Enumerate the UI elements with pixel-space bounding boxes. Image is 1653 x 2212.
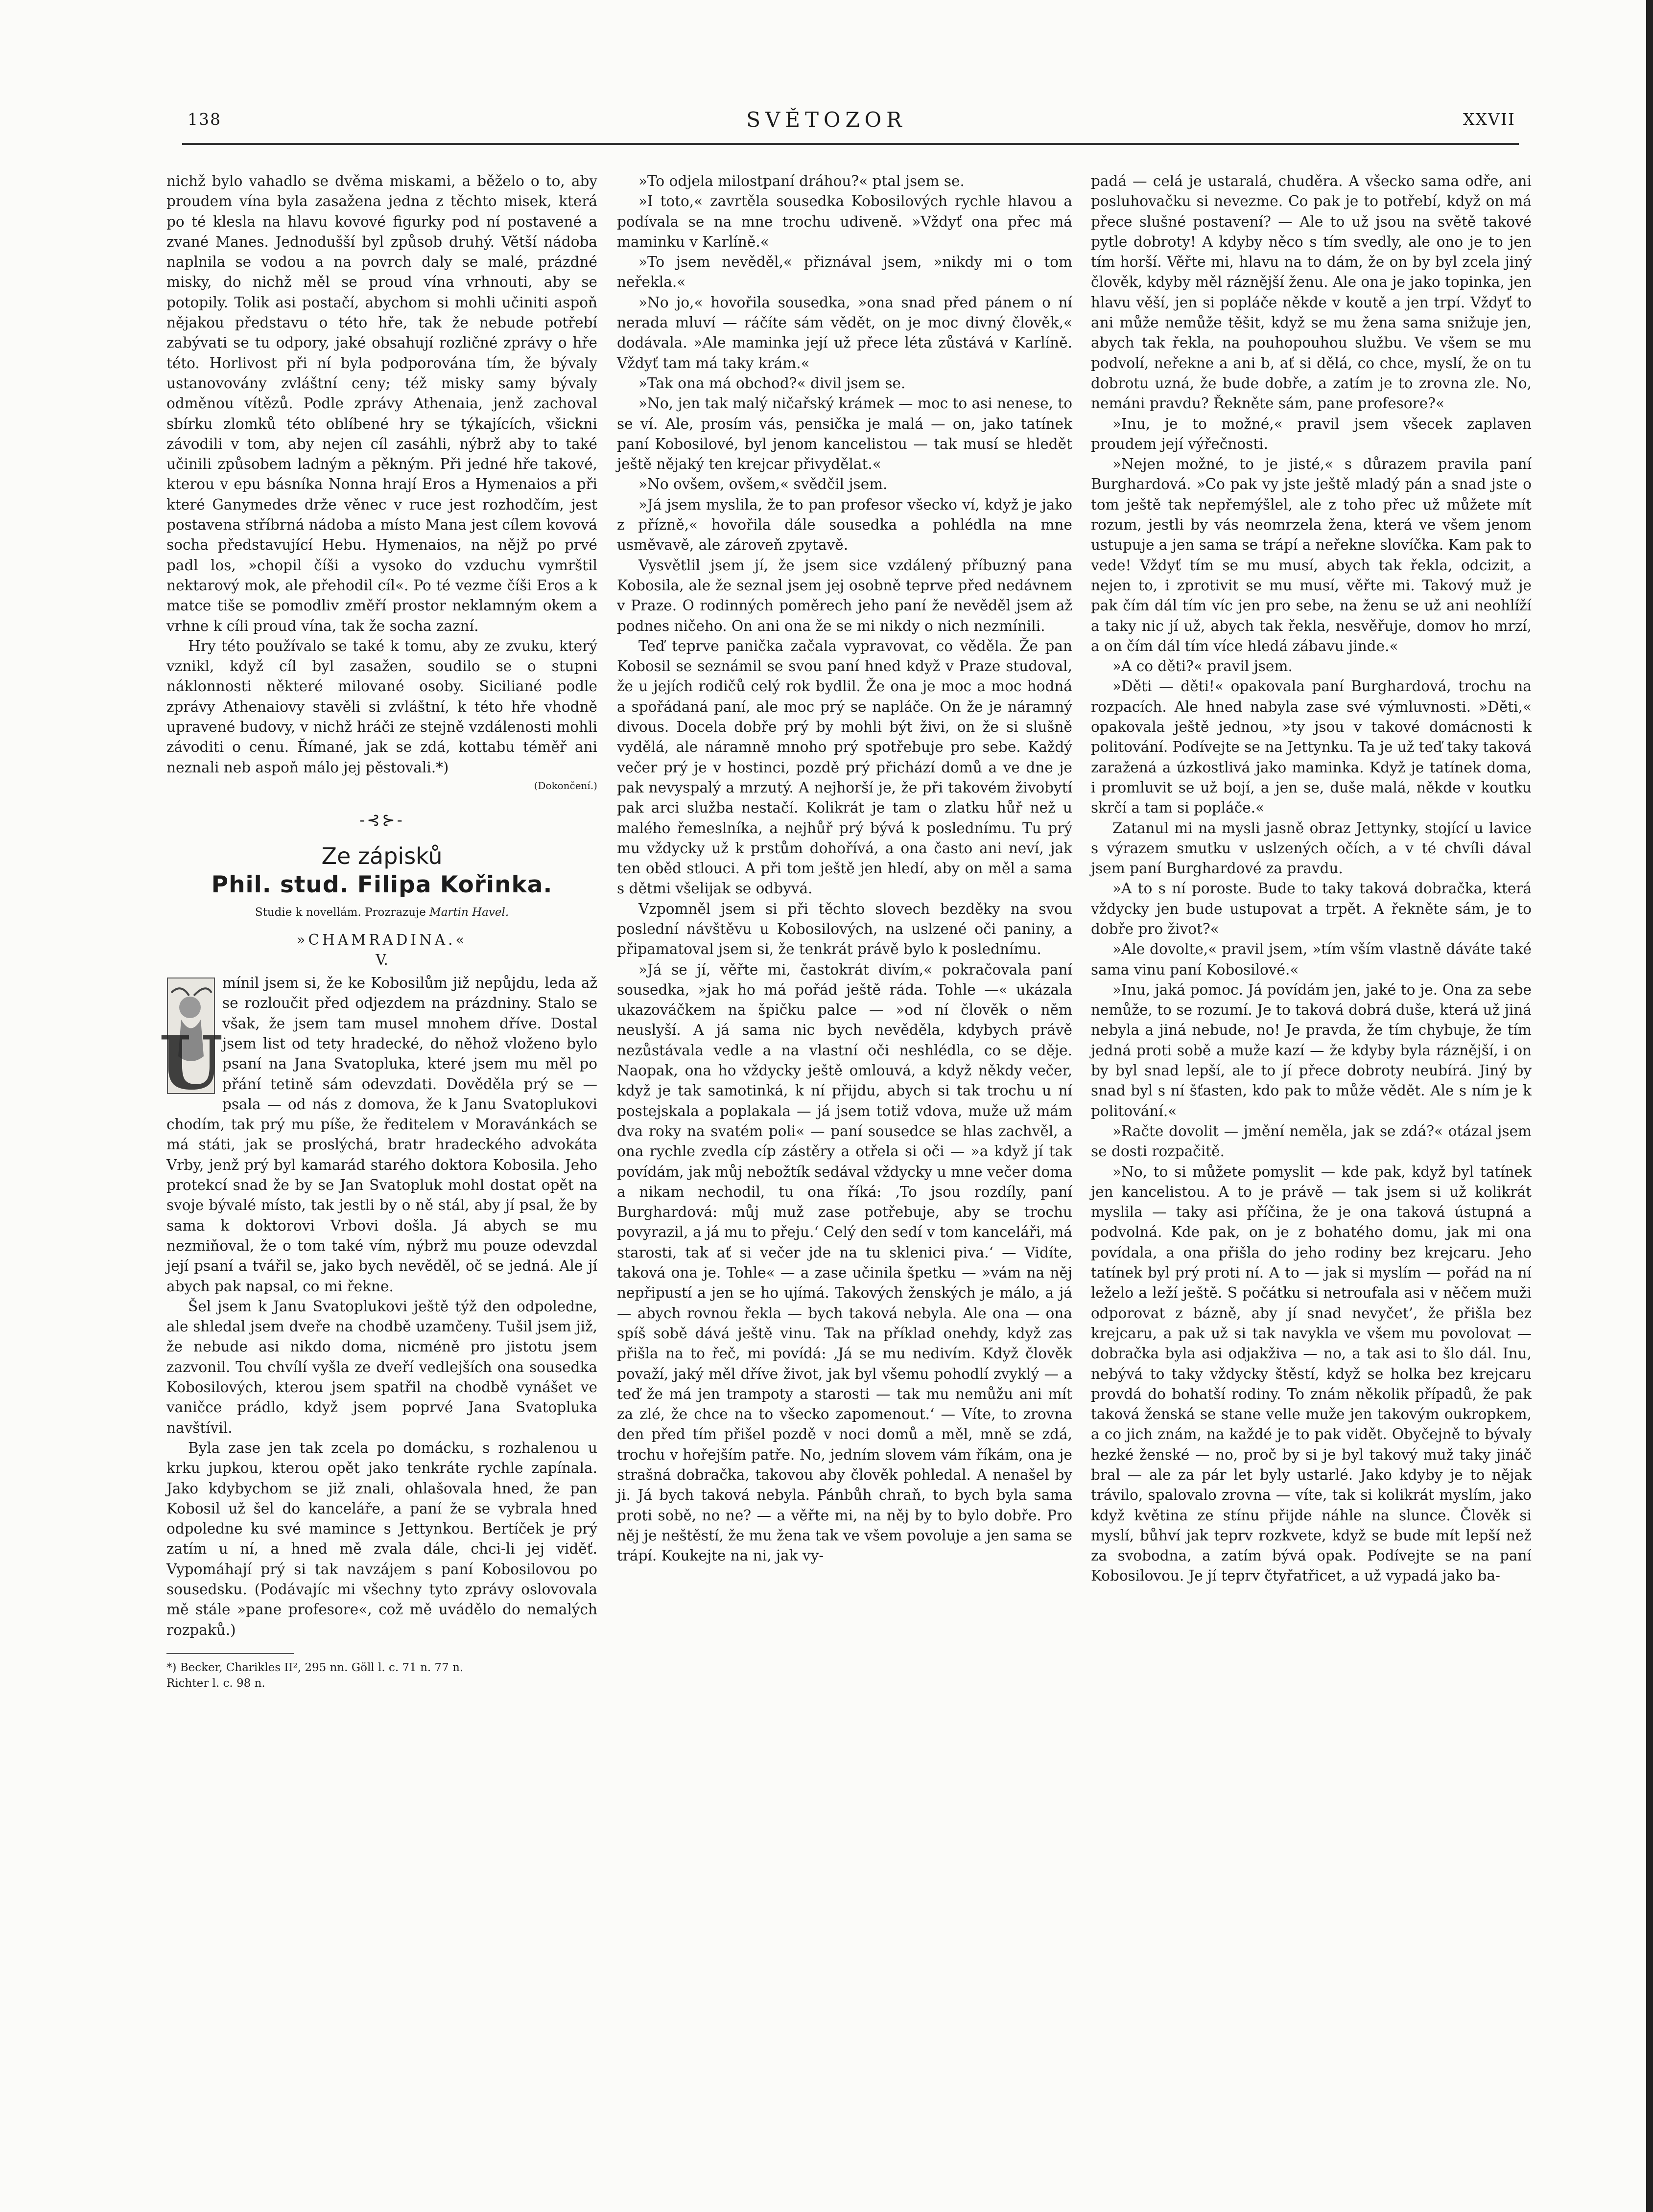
paragraph: padá — celá je ustaralá, chuděra. A všecko sama odře, ani posluhovačku si nevezme. Co pak je to potřebí, když on má přece slušné postavení? — Ale to už jsou na světě takové pytle dobroty! A kdyby něco s tím svedly, ale ono je to jen tím horší. Věřte mi, hlavu na to dám, že on by byl zcela jiný člověk, kdyby měl ráznější ženu. Ale ona je jako topinka, jen hlavu věší, jen si popláče někde v koutě a jen trpí. Vždyť to ani může nemůže těšit, když se mu žena sama snižuje jen, abych tak řekla, na pouhopouhou službu. Ve všem se mu podvolí, neřekne a ani b, ať si dělá, co chce, myslí, že on tu dobrotu uzná, že bude dobře, a zatím je to zrovna zle. No, nemáni pravdu? Řekněte sám, pane profesore?« [1091, 173, 1532, 412]
paragraph: »No, jen tak malý ničařský krámek — moc to asi nenese, to se ví. Ale, prosím vás, pensička je malá — on, jako tatínek paní Kobosilové, byl jenom kancelistou — tak musí se hledět ještě nějaký ten krejcar přivydělat.« [617, 395, 1072, 473]
page-header [0, 108, 1653, 137]
paragraph: Byla zase jen tak zcela po domácku, s rozhalenou u krku jupkou, kterou opět jako tenkráte rychle zapínala. Jako kdybychom se již znali, ohlašovala hned, že pan Kobosil už šel do kanceláře, a paní že se vybrala hned odpoledne ku své mamince s Jettynkou. Bertíček je prý zatím u ní, a hned mě zvala dále, chci-li jej viděť. Vypomáhají prý si tak navzájem s paní Kobosilovou po sousedsku. (Podávajíc mi všechny tyto zprávy oslovovala mě stále »pane profesore«, což mě uvádělo do nemalých rozpaků.) [166, 1439, 597, 1638]
drop-cap-initial [159, 973, 223, 1107]
paragraph: Vysvětlil jsem jí, že jsem sice vzdálený příbuzný pana Kobosila, ale že seznal jsem jej osobně teprve před nedávnem v Praze. O rodinných poměrech jeho paní že nevěděl jsem až podnes ničeho. On ani ona že se mi nikdy o nich nezmínili. [617, 557, 1072, 634]
ornament-divider: -⊰⊱- [359, 810, 404, 829]
paragraph: »No ovšem, ovšem,« svědčil jsem. [638, 476, 888, 493]
chapter-number: V. [376, 951, 388, 968]
story-title: Ze zápisků [321, 843, 443, 870]
paragraph: »To odjela milostpaní dráhou?« ptal jsem se. [638, 173, 965, 189]
paragraph: »A co děti?« pravil jsem. [1112, 658, 1293, 675]
paragraph: »Nejen možné, to je jisté,« s důrazem pravila paní Burghardová. »Co pak vy jste ještě mladý pán a snad jste o tom ještě tak nepřemýšlel, ale z toho přec už můžete mít rozum, jestli by vás neomrzela žena, která ve všem jenom ustupuje a jen sama se trápí a neřekne slovíčka. Kam pak to vede! Vždyť tím se mu musí, abych tak řekla, odcizit, a nejen to, i zprotivit se mu musí, věřte mi. Takový muž je pak čím dál tím víc jen pro sebe, na ženu se už ani neohlíží a taky nic jí už, abych tak řekla, nesvěřuje, domov ho mrzí, a on čím dál tím více hledá zábavu jinde.« [1091, 456, 1532, 654]
paragraph: »Inu, jaká pomoc. Já povídám jen, jaké to je. Ona za sebe nemůže, to se rozumí. Je to taková dobrá duše, která už jiná nebyla a jiná nebude, no! Je pravda, že tím chybuje, že tím jedná proti sobě a muže kazí — že kdyby byla ráznější, i on by byl snad lepší, ale to jí přece dobroty neubírá. Jiný by snad byl s ní šťasten, kdo pak to může vědět. Ale s ním je k politování.« [1091, 981, 1532, 1119]
paragraph: Teď teprve panička začala vypravovat, co věděla. Že pan Kobosil se seznámil se svou paní hned když v Praze studoval, že u jejích rodičů celý rok bydlil. Že ona je moc a moc hodná a spořádaná paní, ale moc prý se napláče. On že je náramný divous. Docela dobře prý by mohli být živi, on že si slušně vydělá, ale náramně mnoho prý spotřebuje pro sebe. Každý večer prý je v hostinci, pozdě prý přichází domů a ve dne je pak nevyspalý a mrzutý. A nejhorší je, že při takovém živobytí pak arci služba nestačí. Kolikrát je tam o zlatku hůř než u malého řemeslníka, a nejhůř prý bývá k poslednímu. Tu prý mu vždycky už k prstům dohořívá, a ona často ani neví, jak ten oběd stlouci. A při tom ještě jen hledí, aby on měl a sama s dětmi všelijak se odbyvá. [617, 637, 1072, 897]
magazine-title: SVĚTOZOR [746, 108, 907, 132]
paragraph: »Tak ona má obchod?« divil jsem se. [638, 374, 906, 392]
paragraph: »No jo,« hovořila sousedka, »ona snad před pánem o ní nerada mluví — ráčíte sám vědět, on je moc divný člověk,« dodávala. »Ale maminka její už přece léta zůstává v Karlíně. Vždyť tam má taky krám.« [617, 294, 1072, 372]
part-title: »CHAMRADINA.« [296, 931, 468, 948]
initial-letter: U [159, 1020, 223, 1107]
page-number: 138 [188, 110, 221, 129]
paragraph: »Já jsem myslila, že to pan profesor všecko ví, když je jako z přízně,« hovořila dále sousedka a pohlédla na mne usměvavě, ale zároveň zpytavě. [617, 496, 1072, 554]
column-1 [159, 171, 597, 1691]
footnote-line: *) Becker, Charikles II², 295 nn. Göll l. c. 71 n. 77 n. [166, 1661, 464, 1674]
paragraph: Hry této používalo se také k tomu, aby ze zvuku, který vznikl, když cíl byl zasažen, soudilo se o stupni náklonnosti některé milované osoby. Siciliané podle zprávy Athenaiovy stavěli si zvláštní, k této hře vhodně upravené budovy, v nichž hráči ze stejně vzdálenosti mohli závoditi o cenu. Římané, jak se zdá, kottabu téměř ani neznali neb aspoň málo jej pěstovali.*) [166, 637, 597, 776]
paragraph: Zatanul mi na mysli jasně obraz Jettynky, stojící u lavice s výrazem smutku v uslzených očích, a v té chvíli dával jsem paní Burghardové za pravdu. [1091, 819, 1532, 877]
paragraph: »Inu, je to možné,« pravil jsem všecek zaplaven proudem její výřečnosti. [1091, 415, 1532, 452]
story-title-line2: Phil. stud. Filipa Kořinka. [211, 871, 553, 899]
paragraph: »Račte dovolit — jmění neměla, jak se zdá?« otázal jsem se dosti rozpačitě. [1091, 1122, 1532, 1160]
author-name: Martin Havel. [429, 906, 509, 919]
paragraph: »Děti — děti!« opakovala paní Burghardová, trochu na rozpacích. Ale hned nabyla zase své výmluvnosti. »Děti,« opakovala ještě jednou, »ty jsou v takové domácnosti k politování. Podívejte se na Jettynku. Ta je už teď taky taková zaražená a úzkostlivá jako maminka. Když je tatínek doma, i promluvit se už bojí, a jen se, duše malá, někde v koutku skrčí a tam si popláče.« [1091, 678, 1532, 816]
paragraph: »I toto,« zavrtěla sousedka Kobosilových rychle hlavou a podívala se na mne trochu udiveně. »Vždyť ona přec má maminku v Karlíně.« [617, 193, 1072, 250]
continuation-note: (Dokončení.) [534, 779, 597, 792]
volume-number: XXVII [1463, 110, 1515, 129]
story-subtitle [166, 903, 597, 923]
paragraph: »No, to si můžete pomyslit — kde pak, když byl tatínek jen kancelistou. A to je právě — tak jsem si už kolikrát myslila — taky asi příčina, že je ona taková ústupná a podvolná. Kde pak, on je z bohatého domu, jak mi ona povídala, a ona přišla do jeho rodiny bez krejcaru. Jeho tatínek byl prý proti ní. A to — jak si myslím — pořád na ní leželo a leží ještě. S počátku si netroufala asi v něčem muži odporovat z bázně, aby jí snad nevyčet’, že přišla bez krejcaru, a pak už si tak navykla ve všem mu povolovat — dobračka byla asi odjakživa — no, a tak asi to šlo dál. Inu, nebývá to taky vždycky štěstí, když se holka bez krejcaru provdá do bohatší rodiny. To znám několik případů, že pak taková ženská se stane velle muže jen takovým oukropkem, a co jich znám, na každé je to pak vidět. Obyčejně to bývaly hezké ženské — no, proč by si je byl takový muž taky jináč bral — ale za pár let byly ustarlé. Jako kdyby je to nějak trávilo, spalovalo zrovna — víte, tak si kolikrát myslím, jako když květina ze stínu přijde náhle na slunce. Člověk si myslí, bůhví jak teprv rozkvete, když se bude mít lepší než za svobodna, a zatím bývá opak. Podívejte se na paní Kobosilovou. Je jí teprv čtyřatřicet, a už vypadá jako ba- [1091, 1163, 1532, 1584]
header-rule [182, 143, 1519, 145]
paragraph: »A to s ní poroste. Bude to taky taková dobračka, která vždycky jen bude ustupovat a trpět. A řekněte sám, je to dobře pro život?« [1091, 880, 1532, 937]
footnote [166, 1653, 464, 1691]
paragraph: Šel jsem k Janu Svatoplukovi ještě týž den odpoledne, ale shledal jsem dveře na chodbě uzamčeny. Tušil jsem již, že nebude asi nikdo doma, nicméně pro jistotu jsem zazvonil. Tou chvílí vyšla ze dveří vedlejších ona sousedka Kobosilových, kterou jsem spatřil na chodbě vynášet ve vaničce prádlo, když jsem poprvé Jana Svatopluka navštívil. [166, 1298, 597, 1436]
footnote-line: Richter l. c. 98 n. [166, 1676, 265, 1690]
paragraph: »Ale dovolte,« pravil jsem, »tím vším vlastně dáváte také sama vinu paní Kobosilové.« [1091, 941, 1532, 978]
page-edge-shadow [1646, 0, 1653, 2212]
paragraph: nichž bylo vahadlo se dvěma miskami, a běželo o to, aby proudem vína byla zasažena jedna z těchto misek, která po té klesla na hlavu kovové figurky pod ní postavené a zvané Manes. Jednodušší byl způsob druhý. Větší nádoba naplnila se vodou a na povrch daly se malé, prázdné misky, do nichž měl se proud vína vrhnouti, aby se potopily. Tolik asi postačí, abychom si mohli učiniti aspoň nějakou představu o této hře, tak že nebude potřebí zabývati se tu odpory, jaké obsahují rozličné zprávy o hře této. Horlivost při ní byla podporována tím, že bývaly ustanovovány zvláštní ceny; též misky samy bývaly odměnou vítězů. Podle zprávy Athenaia, jenž zachoval sbírku zlomků této oblíbené hry se týkajících, všickni závodili v tom, aby nejen cíl zasáhli, nýbrž aby to také učinili způsobem ladným a pěkným. Při jedné hře takové, kterou v epu básníka Nonna hrají Eros a Hymenaios a při které Ganymedes drže věnec v ruce jest rozhodčím, jest postavena stříbrná nádoba a místo Mana jest cílem kovová socha představující Hebu. Hymenaios, na nějž po prvé padl los, »chopil číši a vysoko do vzduchu vymrštil nektarový mok, ale přehodil cíl«. Po té vezme číši Eros a k matce tiše se pomodliv změří prostor neklamným okem a vrhne k cíli proud vína, tak že socha zazní. [166, 173, 597, 634]
paragraph: mínil jsem si, že ke Kobosilům již nepůjdu, leda až se rozloučit před odjezdem na prázdniny. Stalo se však, že jsem tam musel mnohem dříve. Dostal jsem list od tety hradecké, do něhož vloženo bylo psaní na Jana Svatopluka, které jsem mu měl po přání tetině sám odevzdati. Dověděla prý se — psala — od nás z domova, že k Janu Svatoplukovi chodím, tak prý mu píše, že ředitelem v Moravánkách se má státi, jak se proslýchá, bratr hradeckého advokáta Vrby, jenž prý byl kamarád starého doktora Kobosila. Jeho protekcí snad že by se Jan Svatopluk mohl dostat opět na svoje bývalé místo, tak jestli by o ně stál, aby jí psal, že by sama k doktorovi Vrbovi došla. Já abych se mu nezmiňoval, že o tom také vím, nýbrž mu pouze odevzdal její psaní a tvářil se, jako bych nevěděl, oč se jedná. Ale jí abych pak napsal, co mi řekne. [166, 975, 597, 1295]
subtitle-prefix: Studie k novellám. Prozrazuje [255, 906, 426, 919]
paragraph: »To jsem nevěděl,« přiznával jsem, »nikdy mi o tom neřekla.« [617, 254, 1072, 291]
column-3 [1091, 171, 1532, 1586]
paragraph: Vzpomněl jsem si při těchto slovech bezděky na svou poslední návštěvu u Kobosilových, na uslzené oči paniny, a připamatoval jsem si, že tenkrát právě bylo k poslednímu. [617, 900, 1072, 958]
paragraph: »Já se jí, věřte mi, častokrát divím,« pokračovala paní sousedka, »jak ho má pořád ještě ráda. Tohle —« ukázala ukazováčkem na špičku palce — »od ní člověk o něm neuslyší. A já sama nic bych nevěděla, kdybych právě nezůstávala vedle a na vlastní oči neshlédla, co se děje. Naopak, ona ho vždycky ještě omlouvá, a když někdy večer, když je tak samotinká, k ní přijdu, abych si tak trochu u ní postejskala a poplakala — já jsem totiž vdova, muže už mám dva roky na svatém poli« — paní sousedce se hlas zachvěl, a ona rychle zvedla cíp zástěry a otřela si oči — »a když jí tak povídám, jak můj nebožtík sedával vždycky u mne večer doma a nikam nechodil, tu ona říká: ‚To jsou rozdíly, paní Burghardová: můj muž zase potřebuje, aby se trochu povyrazil, a já mu to přeju.‘ Celý den sedí v tom kanceláři, má starosti, tak ať si večer jde na tu sklenici piva.‘ — Vidíte, taková ona je. Tohle« — a zase učinila špetku — »vám na něj nepřipustí a jen se ho ujímá. Takových ženských je málo, a já — abych rovnou řekla — bych taková nebyla. Ale ona — ona spíš sobě dává ještě vinu. Tak na příklad onehdy, když zas přišla na to řeč, mi povídá: ‚Já se mu nedivím. Když člověk považí, jaký měl dříve život, jak byl všemu pohodlí zvyklý — a teď že má jen trampoty a starosti — tak mu nemůžu ani mít za zlé, že chce na to všecko zapomenout.‘ — Víte, to zrovna den před tím přišel pozdě v noci domů a měl, mně se zdá, trochu v hořejším patře. No, jedním slovem vám říkám, ona je strašná dobračka, takovou aby člověk pohledal. A nenašel by ji. Já bych taková nebyla. Pánbůh chraň, to bych byla sama proti sobě, no ne? — a věřte mi, na něj by to bylo dobře. Pro něj je neštěstí, že mu žena tak ve všem povoluje a jen sama se trápí. Koukejte na ni, jak vy- [617, 961, 1072, 1564]
column-2 [617, 171, 1072, 1566]
